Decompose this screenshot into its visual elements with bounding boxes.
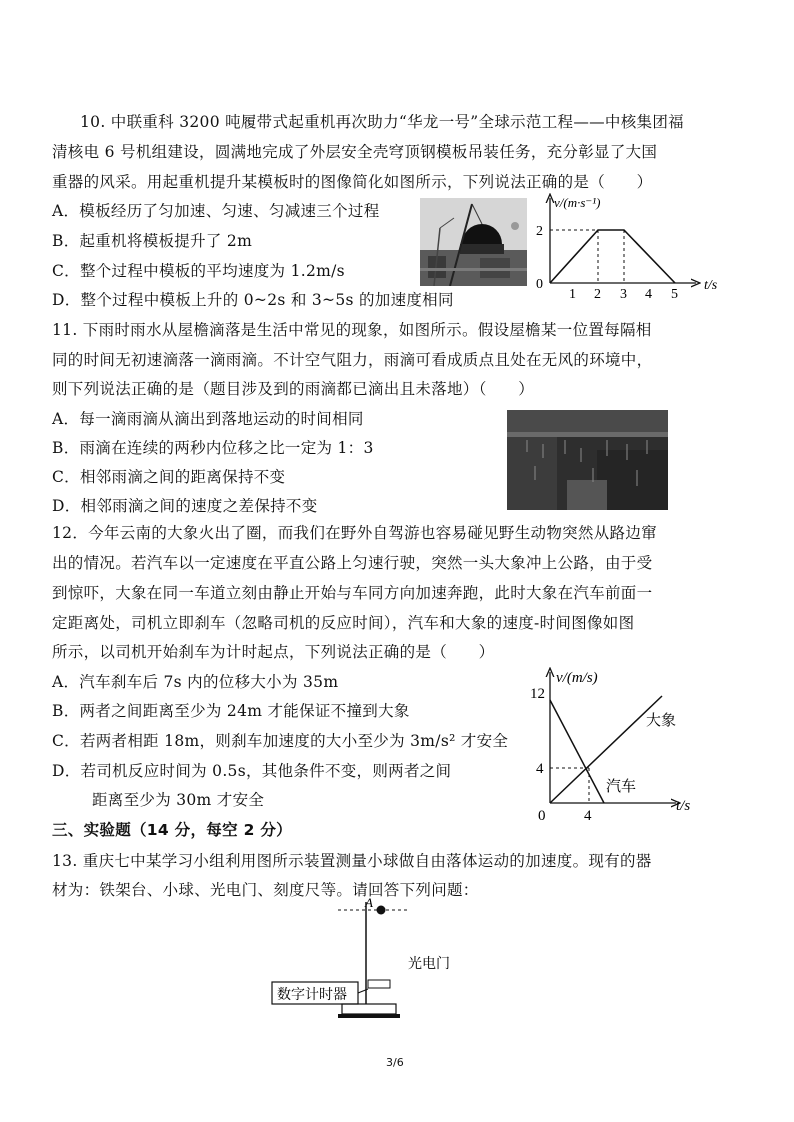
q13-timer-label: 数字计时器 <box>277 988 347 1003</box>
q11-option-b: B．雨滴在连续的两秒内位移之比一定为 1：3 <box>52 439 374 457</box>
q10-graph-xtick-1: 1 <box>569 287 576 302</box>
q12-graph-ylabel: v/(m/s) <box>556 670 598 686</box>
q10-option-a: A．模板经历了匀加速、匀速、匀减速三个过程 <box>52 202 380 220</box>
q11-option-a: A．每一滴雨滴从滴出到落地运动的时间相同 <box>52 410 364 428</box>
q10-option-d: D．整个过程中模板上升的 0~2s 和 3~5s 的加速度相同 <box>52 291 454 309</box>
q10-stem-line-1: 10. 中联重科 3200 吨履带式起重机再次助力“华龙一号”全球示范工程——中核集团福 <box>80 113 684 131</box>
q10-graph-xlabel: t/s <box>704 278 718 293</box>
q12-graph-car-label: 汽车 <box>606 779 637 795</box>
q12-stem-line-5: 所示，以司机开始刹车为计时起点，下列说法正确的是（ ） <box>52 643 495 661</box>
q10-graph-xtick-5: 5 <box>671 287 678 302</box>
q12-vt-graph <box>526 660 706 828</box>
q13-point-a: A <box>365 896 373 910</box>
q13-apparatus-diagram <box>268 896 468 1022</box>
q12-option-d: D．若司机反应时间为 0.5s，其他条件不变，则两者之间 <box>52 762 452 780</box>
q10-graph-xtick-4: 4 <box>645 287 652 302</box>
q12-graph-elephant-label: 大象 <box>646 713 677 729</box>
crane-photo <box>420 198 527 286</box>
q12-stem-line-2: 出的情况。若汽车以一定速度在平直公路上匀速行驶，突然一头大象冲上公路，由于受 <box>52 554 653 572</box>
rain-eaves-photo <box>507 410 668 510</box>
q10-vt-graph <box>528 190 718 302</box>
q11-option-c: C．相邻雨滴之间的距离保持不变 <box>52 468 286 486</box>
q10-option-b: B．起重机将模板提升了 2m <box>52 232 253 250</box>
q13-stem-line-2: 材为：铁架台、小球、光电门、刻度尺等。请回答下列问题： <box>52 881 479 899</box>
q13-stem-line-1: 13. 重庆七中某学习小组利用图所示装置测量小球做自由落体运动的加速度。现有的器 <box>52 852 652 870</box>
q11-stem-line-3: 则下列说法正确的是（题目涉及到的雨滴都已滴出且未落地）（ ） <box>52 380 535 398</box>
q12-stem-line-3: 到惊吓，大象在同一车道立刻由静止开始与车同方向加速奔跑，此时大象在汽车前面一 <box>52 584 653 602</box>
q12-graph-ytick-12: 12 <box>530 686 545 702</box>
q11-option-d: D．相邻雨滴之间的速度之差保持不变 <box>52 497 318 515</box>
q10-graph-xtick-2: 2 <box>594 287 601 302</box>
section-3-header: 三、实验题（14 分，每空 2 分） <box>52 821 292 839</box>
q10-graph-ytick-2: 2 <box>536 224 543 239</box>
ball <box>377 906 386 915</box>
q10-graph-ylabel: v/(m·s⁻¹) <box>554 195 601 210</box>
page-number: 3/6 <box>386 1056 404 1069</box>
q12-stem-line-1: 12．今年云南的大象火出了圈，而我们在野外自驾游也容易碰见野生动物突然从路边窜 <box>52 524 657 542</box>
q11-stem-line-2: 同的时间无初速滴落一滴雨滴。不计空气阻力，雨滴可看成质点且处在无风的环境中， <box>52 351 653 369</box>
q12-option-b: B．两者之间距离至少为 24m 才能保证不撞到大象 <box>52 702 410 720</box>
q10-graph-xtick-3: 3 <box>620 287 627 302</box>
q12-graph-xlabel: t/s <box>676 798 691 814</box>
q10-stem-line-2: 清核电 6 号机组建设，圆满地完成了外层安全壳穹顶钢模板吊装任务，充分彰显了大国 <box>52 143 658 161</box>
q10-graph-origin: 0 <box>536 277 543 292</box>
q12-graph-origin: 0 <box>538 808 546 824</box>
q12-graph-xtick-4: 4 <box>584 808 592 824</box>
q12-graph-ytick-4: 4 <box>536 761 544 777</box>
q10-option-c: C．整个过程中模板的平均速度为 1.2m/s <box>52 262 345 280</box>
q12-option-d-cont: 距离至少为 30m 才安全 <box>92 791 265 809</box>
q11-stem-line-1: 11. 下雨时雨水从屋檐滴落是生活中常见的现象，如图所示。假设屋檐某一位置每隔相 <box>52 321 652 339</box>
q13-gate-label: 光电门 <box>408 957 450 972</box>
q10-stem-line-3: 重器的风采。用起重机提升某模板时的图像简化如图所示，下列说法正确的是（ ） <box>52 173 653 191</box>
q12-option-c: C．若两者相距 18m，则刹车加速度的大小至少为 3m/s² 才安全 <box>52 732 509 750</box>
q12-option-a: A．汽车刹车后 7s 内的位移大小为 35m <box>52 673 339 691</box>
q12-stem-line-4: 定距离处，司机立即刹车（忽略司机的反应时间），汽车和大象的速度-时间图像如图 <box>52 614 635 632</box>
